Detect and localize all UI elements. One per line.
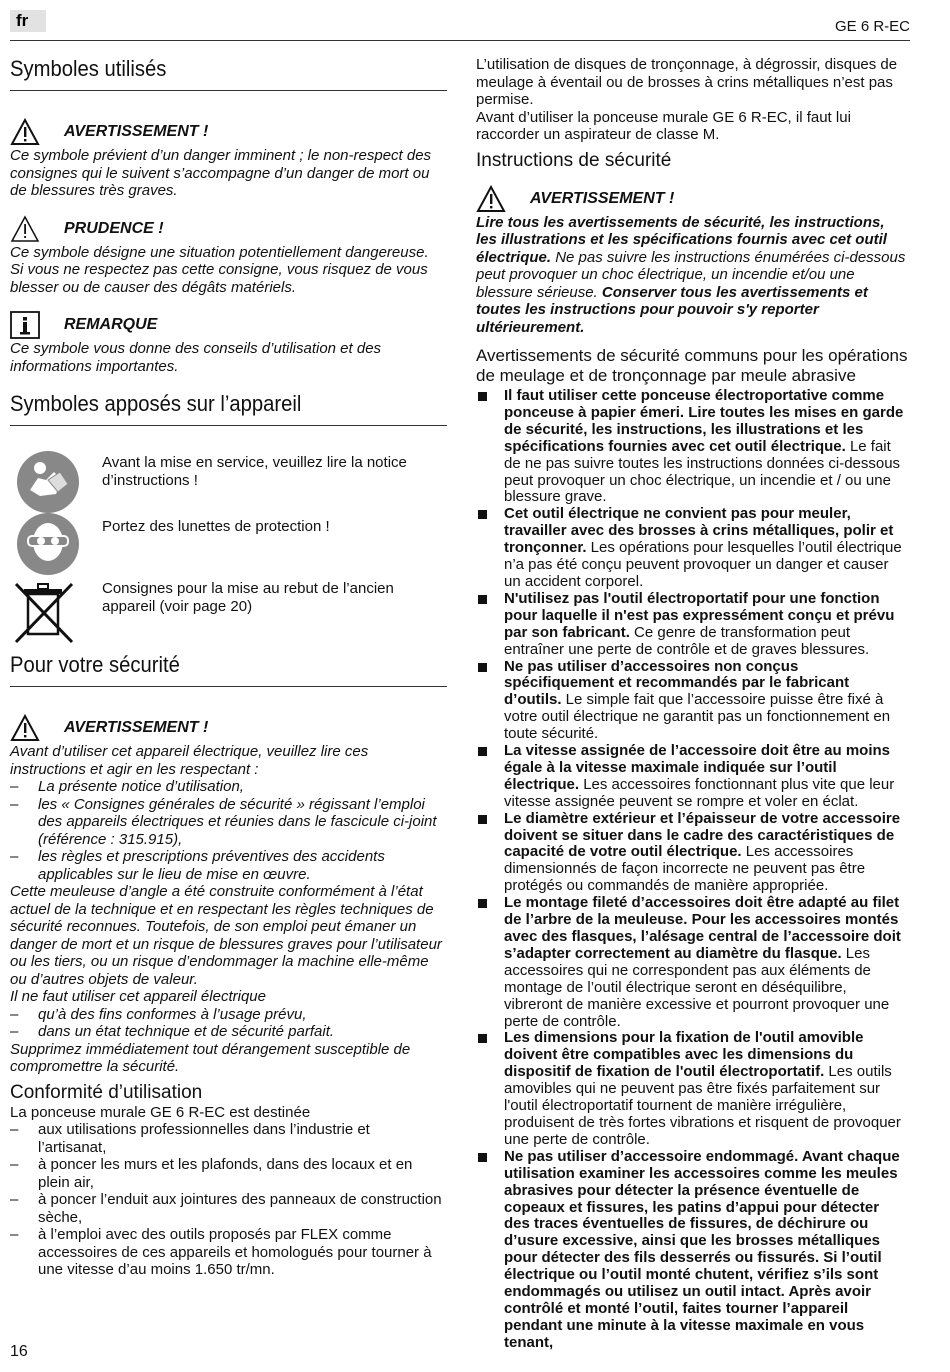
language-badge: fr	[10, 10, 46, 32]
list-item: Le diamètre extérieur et l’épaisseur de votre accessoire doivent se situer dans le cadre des caractéristiques de capacité de votre outil électrique. Les accessoires dimensionnés de façon incorrecte ne peuvent pas être protégés ou commandés de manière appropriée.	[476, 811, 908, 896]
list-item: – La présente notice d’utilisation,	[10, 778, 442, 796]
list-item: – à poncer les murs et les plafonds, dans des locaux et en plein air,	[10, 1156, 442, 1191]
conformity-intro: La ponceuse murale GE 6 R-EC est destinée	[10, 1103, 311, 1121]
caution-triangle-icon	[10, 215, 40, 243]
safety-bullets	[476, 388, 908, 1352]
caution-text: Ce symbole désigne une situation potentiellement dangereuse. Si vous ne respectez pas cette consigne, vous risquez de vous blesser ou de causer des dégâts matériels.	[10, 243, 429, 296]
disposal-row	[10, 580, 442, 644]
list-item: Ne pas utiliser d’accessoire endommagé. Avant chaque utilisation examiner les accessoires comme les meules abrasives pour détecter la présence éventuelle de copeaux et fissures, les patins d’appui pour détecter des traces éventuelles de fissures, de déchirure ou d’usure excessive, ainsi que les brosses métalliques pour détecter des fils desserrés ou fissurés. Si l’outil électrique ou l’outil monté chutent, vérifiez s’ils sont endommagés ou utilisez un outil intact. Après avoir contrôlé et monté l’outil, faites tourner l’appareil pendant une minute à la vitesse maximale en vous tenant,	[476, 1149, 908, 1352]
list-item: La vitesse assignée de l’accessoire doit être au moins égale à la vitesse maximale indiquée sur l’outil électrique. Les accessoires fonctionnant plus vite que leur vitesse assignée peuvent se rompre et voler en éclat.	[476, 743, 908, 811]
list-item: Ne pas utiliser d’accessoires non conçus spécifiquement et recommandés par le fabricant d’outils. Le simple fait que l’accessoire puisse être fixé à votre outil électrique ne garantit pas un fonctionnement en toute sécurité.	[476, 659, 908, 744]
header-divider	[10, 40, 910, 41]
conformity-list	[10, 1121, 442, 1279]
list-item: N'utilisez pas l'outil électroportatif pour une fonction pour laquelle il n'est pas expressément conçu et prévu par son fabricant. Ce genre de transformation peut entraîner une perte de contrôle et de graves blessures.	[476, 591, 908, 659]
crossed-bin-icon	[10, 580, 82, 644]
eye-protection-row	[10, 512, 442, 576]
caution-title: PRUDENCE !	[64, 219, 164, 237]
instructions-warning-text	[476, 214, 908, 337]
list-item: – les règles et prescriptions préventives des accidents applicables sur le lieu de mise en œuvre.	[10, 848, 442, 883]
warning-title: AVERTISSEMENT !	[64, 123, 209, 140]
info-note	[10, 310, 442, 340]
read-manual-row	[10, 450, 442, 514]
instructions-warning-note	[476, 184, 908, 214]
warning-bold-1: Lire tous les avertissements de sécurité, les instructions, les illustrations et les spécifications fournis avec cet outil électrique.	[476, 213, 887, 266]
list-item: Il faut utiliser cette ponceuse électroportative comme ponceuse à papier émeri. Lire toutes les mises en garde de sécurité, les instructions, les illustrations et les spécifications fournies avec cet outil électrique. Le fait de ne pas suivre toutes les instructions données ci-dessous peut provoquer un choc électrique, un incendie et / ou une blessure grave.	[476, 388, 908, 506]
warning-note	[10, 117, 442, 147]
list-item: – aux utilisations professionnelles dans l’industrie et l’artisanat,	[10, 1121, 442, 1156]
page-number: 16	[10, 1343, 28, 1360]
warning-bold-2: Conserver tous les avertissements et toutes les instructions pour pouvoir s'y reporter ultérieurement.	[476, 283, 868, 336]
list-item: Cet outil électrique ne convient pas pour meuler, travailler avec des brosses à crins métalliques, polir et tronçonner. Les opérations pour lesquelles l’outil électrique n’a pas été conçu peuvent provoquer un danger et causer un accident corporel.	[476, 506, 908, 591]
warning-triangle-icon	[10, 714, 40, 742]
conformity-heading: Conformité d’utilisation	[10, 1081, 203, 1103]
safety-heading: Pour votre sécurité	[10, 652, 447, 687]
read-manual-icon	[10, 450, 82, 514]
safety-warning-note	[10, 713, 442, 743]
list-item: – à poncer l’enduit aux jointures des panneaux de construction sèche,	[10, 1191, 442, 1226]
model-name: GE 6 R-EC	[834, 18, 910, 35]
note-text: Ce symbole vous donne des conseils d’utilisation et des informations importantes.	[10, 340, 382, 375]
warning-triangle-icon	[10, 118, 40, 146]
read-manual-text: Avant la mise en service, veuillez lire la notice d’instructions !	[102, 454, 407, 489]
instructions-warning-title: AVERTISSEMENT !	[530, 189, 675, 207]
info-icon	[10, 311, 40, 339]
right-column	[476, 56, 908, 1352]
note-title: REMARQUE	[64, 316, 158, 333]
list-item: – à l’emploi avec des outils proposés par FLEX comme accessoires de ces appareils et homologués pour tourner à une vitesse d’au moins 1.650 tr/mn.	[10, 1226, 442, 1279]
safety-list	[10, 778, 442, 883]
warning-normal: Ne pas suivre les instructions énumérées ci-dessous peut provoquer un choc électrique, un incendie et/ou une blessure sérieuse.	[476, 248, 906, 301]
instructions-heading: Instructions de sécurité	[476, 149, 672, 171]
left-column	[10, 56, 442, 1279]
safety-warning-title: AVERTISSEMENT !	[64, 719, 209, 736]
list-item: – les « Consignes générales de sécurité » régissant l’emploi des appareils électriques et réunies dans le fascicule ci-joint (référence : 315.915),	[10, 796, 442, 849]
symbols-heading: Symboles utilisés	[10, 56, 447, 91]
eye-protection-text: Portez des lunettes de protection !	[102, 518, 330, 535]
caution-note	[10, 214, 442, 244]
vacuum-paragraph: Avant d’utiliser la ponceuse murale GE 6 R-EC, il faut lui raccorder un aspirateur de classe M.	[476, 108, 851, 143]
common-warnings-heading: Avertissements de sécurité communs pour les opérations de meulage et de tronçonnage par meule abrasive	[476, 346, 908, 385]
use-list	[10, 1006, 442, 1041]
eye-protection-icon	[10, 512, 82, 576]
list-item: – dans un état technique et de sécurité parfait.	[10, 1023, 442, 1041]
safety-paragraph: Cette meuleuse d’angle a été construite conformément à l’état actuel de la technique et en respectant les règles techniques de sécurité reconnues. Toutefois, de son emploi peut émaner un danger de mort et un risque de blessures graves pour l’utilisateur ou les tiers, ou un risque d’endommager la machine elle-même ou d’autres objets de valeur.	[10, 883, 442, 988]
list-item: Les dimensions pour la fixation de l'outil amovible doivent être compatibles avec les dimensions du dispositif de fixation de l'outil électroportatif. Les outils amovibles qui ne peuvent pas être fixés parfaitement sur l'outil électroportatif tournent de manière irrégulière, produisent de très fortes vibrations et risquent de provoquer une perte de contrôle.	[476, 1030, 908, 1148]
use-intro: Il ne faut utiliser cet appareil électrique	[10, 988, 266, 1005]
warning-text: Ce symbole prévient d’un danger imminent ; le non-respect des consignes qui le suivent s’accompagne d’un danger de mort ou de blessures très graves.	[10, 147, 432, 199]
discs-paragraph: L’utilisation de disques de tronçonnage, à dégrossir, disques de meulage à éventail ou de brosses à crins métalliques n’est pas permise.	[476, 56, 898, 108]
list-item: Le montage fileté d’accessoires doit être adapté au filet de l’arbre de la meuleuse. Pour les accessoires montés avec des flasques, l’alésage central de l’accessoire doit s’adapter correctement au diamètre du flasque. Les accessoires qui ne correspondent pas aux éléments de montage de l’outil électrique seront en déséquilibre, vibreront de manière excessive et pourront provoquer une perte de contrôle.	[476, 895, 908, 1030]
list-item: – qu’à des fins conformes à l’usage prévu,	[10, 1006, 442, 1024]
safety-intro: Avant d’utiliser cet appareil électrique, veuillez lire ces instructions et agir en les respectant :	[10, 743, 369, 778]
disposal-text: Consignes pour la mise au rebut de l’ancien appareil (voir page 20)	[102, 580, 394, 615]
use-end: Supprimez immédiatement tout dérangement susceptible de compromettre la sécurité.	[10, 1040, 411, 1075]
warning-triangle-icon	[476, 185, 506, 213]
device-symbols-heading: Symboles apposés sur l’appareil	[10, 391, 447, 426]
